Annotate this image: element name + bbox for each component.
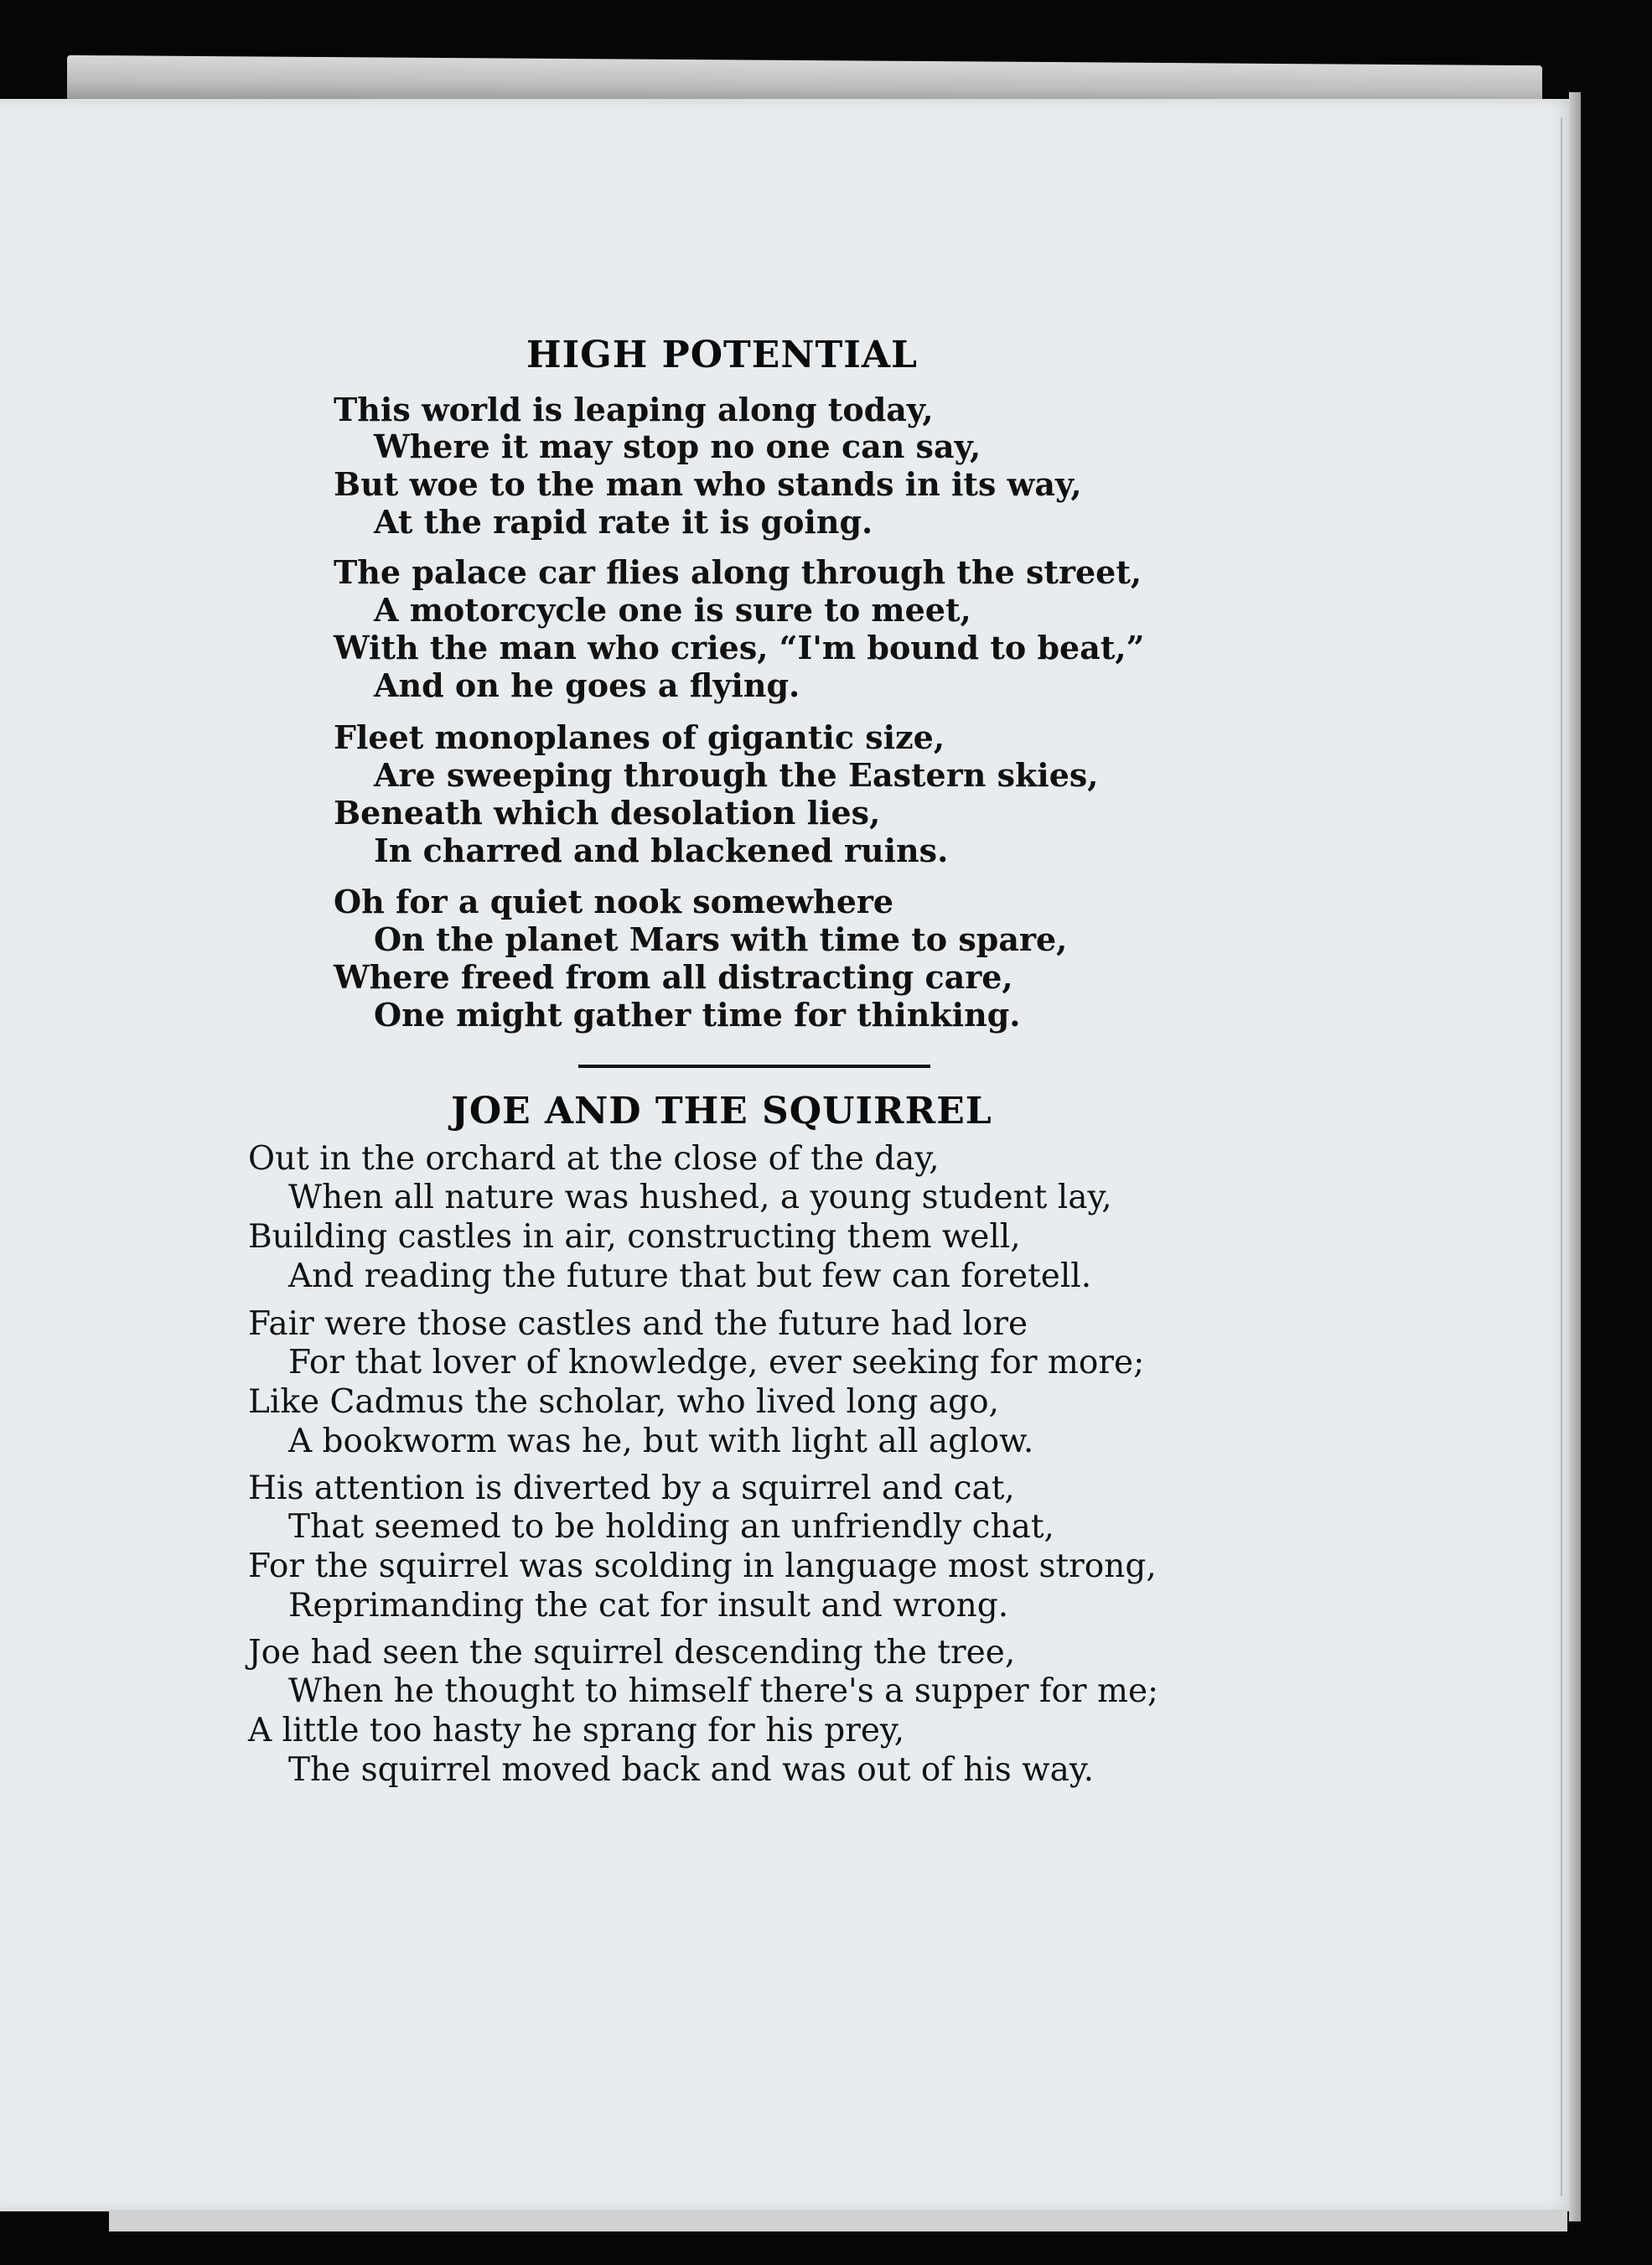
page-bottom-edge	[109, 2210, 1567, 2231]
poem-line: But woe to the man who stands in its way,	[334, 465, 1082, 503]
poem-line: For the squirrel was scolding in language most strong,	[248, 1547, 1157, 1585]
poem-title-high-potential: HIGH POTENTIAL	[526, 334, 918, 376]
poem-line: The squirrel moved back and was out of his way.	[288, 1751, 1095, 1789]
poem-line: For that lover of knowledge, ever seeking for more;	[288, 1344, 1145, 1381]
page-right-edge	[1569, 92, 1581, 2221]
poem-line: Are sweeping through the Eastern skies,	[374, 756, 1099, 794]
poem-line: Like Cadmus the scholar, who lived long ago,	[248, 1383, 999, 1421]
poem-line: Fleet monoplanes of gigantic size,	[334, 718, 945, 756]
section-divider	[578, 1065, 930, 1068]
poem-line: When he thought to himself there's a supper for me;	[288, 1672, 1159, 1710]
poem-line: Building castles in air, constructing them well,	[248, 1218, 1021, 1256]
poem-line: At the rapid rate it is going.	[374, 503, 873, 541]
poem-line: Where freed from all distracting care,	[334, 958, 1013, 996]
poem-line: The palace car flies along through the street,	[334, 553, 1142, 591]
poem-line: When all nature was hushed, a young student lay,	[288, 1179, 1112, 1216]
poem-line: Out in the orchard at the close of the day,	[248, 1140, 940, 1178]
poem-line: And reading the future that but few can foretell.	[288, 1257, 1092, 1295]
poem-line: A motorcycle one is sure to meet,	[374, 591, 971, 629]
poem-line: With the man who cries, “I'm bound to beat,”	[334, 629, 1145, 666]
poem-line: This world is leaping along today,	[334, 391, 934, 428]
poem-line: And on he goes a flying.	[374, 666, 800, 704]
poem-line: Fair were those castles and the future had lore	[248, 1305, 1028, 1343]
poem-title-joe-and-the-squirrel: JOE AND THE SQUIRREL	[451, 1090, 992, 1132]
poem-line: Where it may stop no one can say,	[374, 428, 981, 465]
poem-line: A little too hasty he sprang for his prey,	[248, 1712, 905, 1749]
poem-line: Oh for a quiet nook somewhere	[334, 883, 894, 920]
poem-line: A bookworm was he, but with light all aglow.	[288, 1423, 1034, 1460]
poem-line: Joe had seen the squirrel descending the tree,	[248, 1634, 1016, 1672]
poem-line: Beneath which desolation lies,	[334, 794, 881, 832]
poem-line: One might gather time for thinking.	[374, 996, 1021, 1034]
poem-line: On the planet Mars with time to spare,	[374, 920, 1068, 958]
page-fold-line	[1561, 117, 1562, 2196]
poem-line: His attention is diverted by a squirrel and cat,	[248, 1469, 1015, 1507]
poem-line: In charred and blackened ruins.	[374, 832, 949, 869]
poem-line: Reprimanding the cat for insult and wrong.	[288, 1587, 1009, 1625]
poem-line: That seemed to be holding an unfriendly chat,	[288, 1508, 1054, 1546]
